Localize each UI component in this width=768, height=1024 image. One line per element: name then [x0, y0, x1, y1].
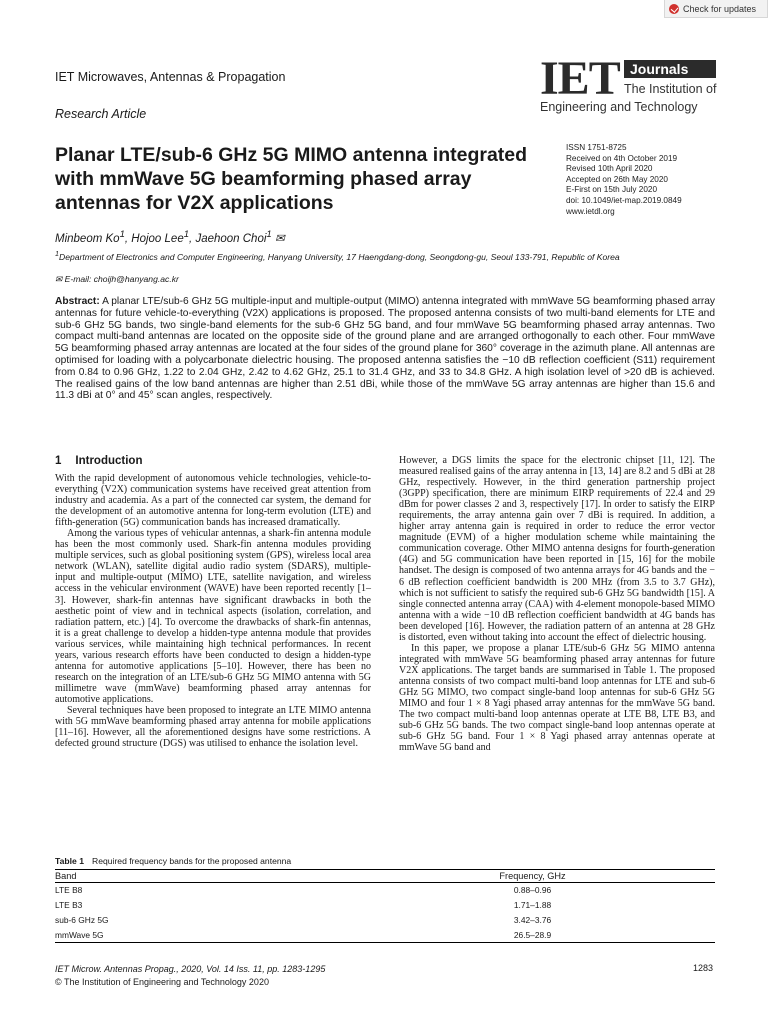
- section-title: Introduction: [75, 455, 143, 467]
- envelope-icon: ✉: [274, 232, 285, 245]
- body-paragraph: Among the various types of vehicular antennas, a shark-fin antenna module has been the most commonly used. Shark-fin antenna modules providing multiple services, such as global positioning system (GPS), wireless local area network (WLAN), satellite digital audio radio system (SDARS), multiple-input and multiple-output (MIMO) LTE, satellite navigation, and wireless access in the vehicular environment (WAVE) have been reported recently [1–3]. However, shark-fin antennas have significant drawbacks in both the aesthetic point of view and in technical aspects (isolation, correlation, and radiation pattern, etc.) [4]. To overcome the drawbacks of shark-fin antennas, it is a great challenge to develop a hidden-type antenna module that provides various services, while maintaining high technical performances. In recent years, various research efforts have been conducted to design a hidden-type antenna for automotive applications [5–10]. However, there has been no research on the integration of an LTE/sub-6 GHz 5G MIMO antenna with 5G millimetre wave (mmWave) beamforming phased array antennas for automotive applications.: [55, 528, 371, 705]
- author-name: Hojoo Lee: [131, 232, 184, 245]
- section-number: 1: [55, 455, 62, 467]
- table: [55, 869, 715, 943]
- footer-citation-block: [55, 963, 325, 989]
- iet-journals-logo: [540, 52, 717, 120]
- check-updates-label: Check for updates: [683, 3, 757, 14]
- body-paragraph: In this paper, we propose a planar LTE/sub-6 GHz 5G MIMO antenna integrated with mmWave 5G beamforming phased array antennas for future V2X applications. The target bands are summarised in Table 1. The proposed antenna consists of two compact multi-band loop antennas for LTE and sub-6 GHz 5G MIMO, two compact single-band loop antennas for sub-6 GHz 5G MIMO and four 1 × 8 Yagi phased array antennas for the mmWave 5G band. The two compact multi-band loop antennas operate at LTE B8, LTE B3, and sub-6 GHz 5G bands. The two compact single-band loop antennas operate at sub-6 GHz 5G band. Four 1 × 8 Yagi phased array antennas operate at mmWave 5G band and: [399, 642, 715, 754]
- author-separator: ,: [124, 232, 132, 245]
- envelope-icon: ✉: [55, 274, 63, 284]
- abstract: [55, 296, 715, 402]
- author-name: Minbeom Ko: [55, 232, 120, 245]
- accepted-date: Accepted on 26th May 2020: [566, 174, 668, 184]
- affiliation-marker: 1: [55, 250, 59, 258]
- table-row: [55, 883, 715, 898]
- doi[interactable]: doi: 10.1049/iet-map.2019.0849: [566, 195, 682, 205]
- author-name: Jaehoon Choi: [195, 232, 267, 245]
- table-label: Table 1: [55, 856, 84, 866]
- table-cell-frequency: 26.5–28.9: [513, 929, 552, 940]
- section-heading: [55, 455, 142, 467]
- check-updates-icon: [669, 4, 679, 14]
- affiliation-marker: 1: [183, 229, 190, 240]
- article-title: Planar LTE/sub-6 GHz 5G MIMO antenna integrated with mmWave 5G beamforming phased array antennas for V2X applications: [55, 144, 528, 214]
- page-number: 1283: [692, 963, 713, 973]
- table-row: [55, 898, 715, 913]
- received-date: Received on 4th October 2019: [566, 153, 678, 163]
- email-text: E-mail: choijh@hanyang.ac.kr: [64, 274, 179, 284]
- author-separator: ,: [189, 232, 196, 245]
- table-caption-text: Required frequency bands for the proposed antenna: [91, 856, 292, 866]
- journals-badge: Journals: [624, 60, 716, 78]
- table-cell-band: mmWave 5G: [55, 929, 104, 940]
- table-row: [55, 928, 715, 943]
- right-column: [399, 455, 715, 753]
- abstract-text: A planar LTE/sub-6 GHz 5G multiple-input and multiple-output (MIMO) antenna integrated with mmWave 5G beamforming phased array antennas for future vehicle-to-everything (V2X) applications is proposed. The proposed antenna consists of two multi-band elements for LTE and sub-6 GHz 5G bands, two single-band elements for the sub-6 GHz 5G band, and four mmWave 5G beamforming phased array antennas. Two compact multi-band antennas are located on the opposite side of the ground plane and are arranged orthogonally to each other. Four mmWave 5G beamforming phased array antennas are located at the four sides of the ground plane for 360° coverage in the azimuth plane. All antennas are optimised for loading with a polycarbonate dielectric housing. The proposed antenna satisfies the −10 dB reflection coefficient (S11) requirement from 0.84 to 0.96 GHz, 1.22 to 2.04 GHz, 2.42 to 4.62 GHz, 25.1 to 31.4 GHz, and 33 to 34.8 GHz. A high isolation level of >20 dB is achieved. The realised gains of the low band antennas are higher than 2.51 dBi, while those of the mmWave 5G array antennas are higher than 15.6 and 11.3 dBi at 0° and 45° scan angles, respectively.: [55, 296, 715, 402]
- table-cell-frequency: 0.88–0.96: [513, 885, 552, 896]
- frequency-table: [55, 856, 715, 943]
- affiliation: [55, 249, 715, 263]
- affiliation-text: Department of Electronics and Computer Engineering, Hanyang University, 17 Haengdang-dong, Seongdong-gu, Seoul 133-791, Republic of Korea: [58, 251, 620, 262]
- corresponding-email: [55, 274, 179, 285]
- article-metadata: [566, 143, 682, 217]
- table-cell-band: LTE B3: [55, 900, 83, 910]
- table-cell-band: LTE B8: [55, 885, 83, 896]
- iet-logo-mark: IET: [540, 52, 620, 105]
- table-header-frequency: Frequency, GHz: [499, 871, 566, 881]
- affiliation-marker: 1: [119, 229, 125, 240]
- left-column: [55, 473, 371, 749]
- table-caption: [55, 856, 715, 866]
- issn: ISSN 1751-8725: [566, 143, 627, 152]
- article-type: Research Article: [55, 107, 147, 121]
- check-for-updates-button[interactable]: [664, 0, 768, 18]
- footer-citation: IET Microw. Antennas Propag., 2020, Vol. 14 Iss. 11, pp. 1283-1295: [55, 964, 326, 974]
- table-cell-band: sub-6 GHz 5G: [55, 915, 109, 925]
- footer-copyright: © The Institution of Engineering and Technology 2020: [55, 977, 269, 987]
- e-first-date: E-First on 15th July 2020: [566, 185, 658, 195]
- table-cell-frequency: 3.42–3.76: [513, 915, 552, 925]
- table-cell-frequency: 1.71–1.88: [513, 900, 552, 910]
- website-link[interactable]: www.ietdl.org: [566, 206, 615, 216]
- body-paragraph: Several techniques have been proposed to integrate an LTE MIMO antenna with 5G mmWave beamforming phased array antenna for mobile applications [11–16]. However, all the aforementioned designs have some restrictions. A defected ground structure (DGS) was utilised to enhance the isolation level.: [55, 704, 371, 750]
- table-header-band: Band: [55, 871, 77, 881]
- author-list: [55, 229, 285, 245]
- journal-name: IET Microwaves, Antennas & Propagation: [55, 70, 286, 84]
- table-header-row: [55, 870, 715, 883]
- body-paragraph: However, a DGS limits the space for the electronic chipset [11, 12]. The measured realised gains of the array antenna in [13, 14] are 8.2 and 5 dBi at 28 GHz, respectively. However, in the third generation partnership project (3GPP) specification, there are minimum EIRP requirements of 22.4 and 29 dBm for power classes 2 and 3, respectively [17]. In order to satisfy the EIRP requirements, the array antenna gain over 7 dBi is required. In addition, a higher array antenna gain is required in order to reduce the error vector magnitude (EVM) of a higher modulation scheme while maintaining the communication coverage. Other MIMO antenna designs for fourth-generation (4G) and 5G communication have been reported in [15, 16] for the mobile handset. The design is composed of two antenna arrays for 4G bands and the − 6 dB reflection coefficient bandwidth is 200 MHz (from 3.5 to 3.7 GHz), which is not sufficient to satisfy the required sub-6 GHz 5G bandwidth [15]. A single connected antenna array (CAA) with 4-element monopole-based MIMO antenna with a wide −10 dB reflection coefficient bandwidth at 4G bands has been developed [16]. However, the radiation pattern of an antenna at 28 GHz is distorted, even without taking into account the effect of dielectric housing.: [399, 455, 716, 643]
- body-paragraph: With the rapid development of autonomous vehicle technologies, vehicle-to-everything (V2X) communication systems have received great attention from industry and academia. As a part of the connected car system, the demand for the development of an automotive antenna for long-term evolution (LTE) and fifth-generation (5G) communication bands has increased dramatically.: [55, 473, 371, 529]
- table-row: [55, 913, 715, 928]
- institution-line-1: The Institution of: [624, 82, 717, 96]
- institution-line-2: Engineering and Technology: [540, 100, 698, 114]
- revised-date: Revised 10th April 2020: [566, 164, 653, 174]
- abstract-label: Abstract:: [55, 296, 100, 307]
- affiliation-marker: 1: [266, 229, 272, 240]
